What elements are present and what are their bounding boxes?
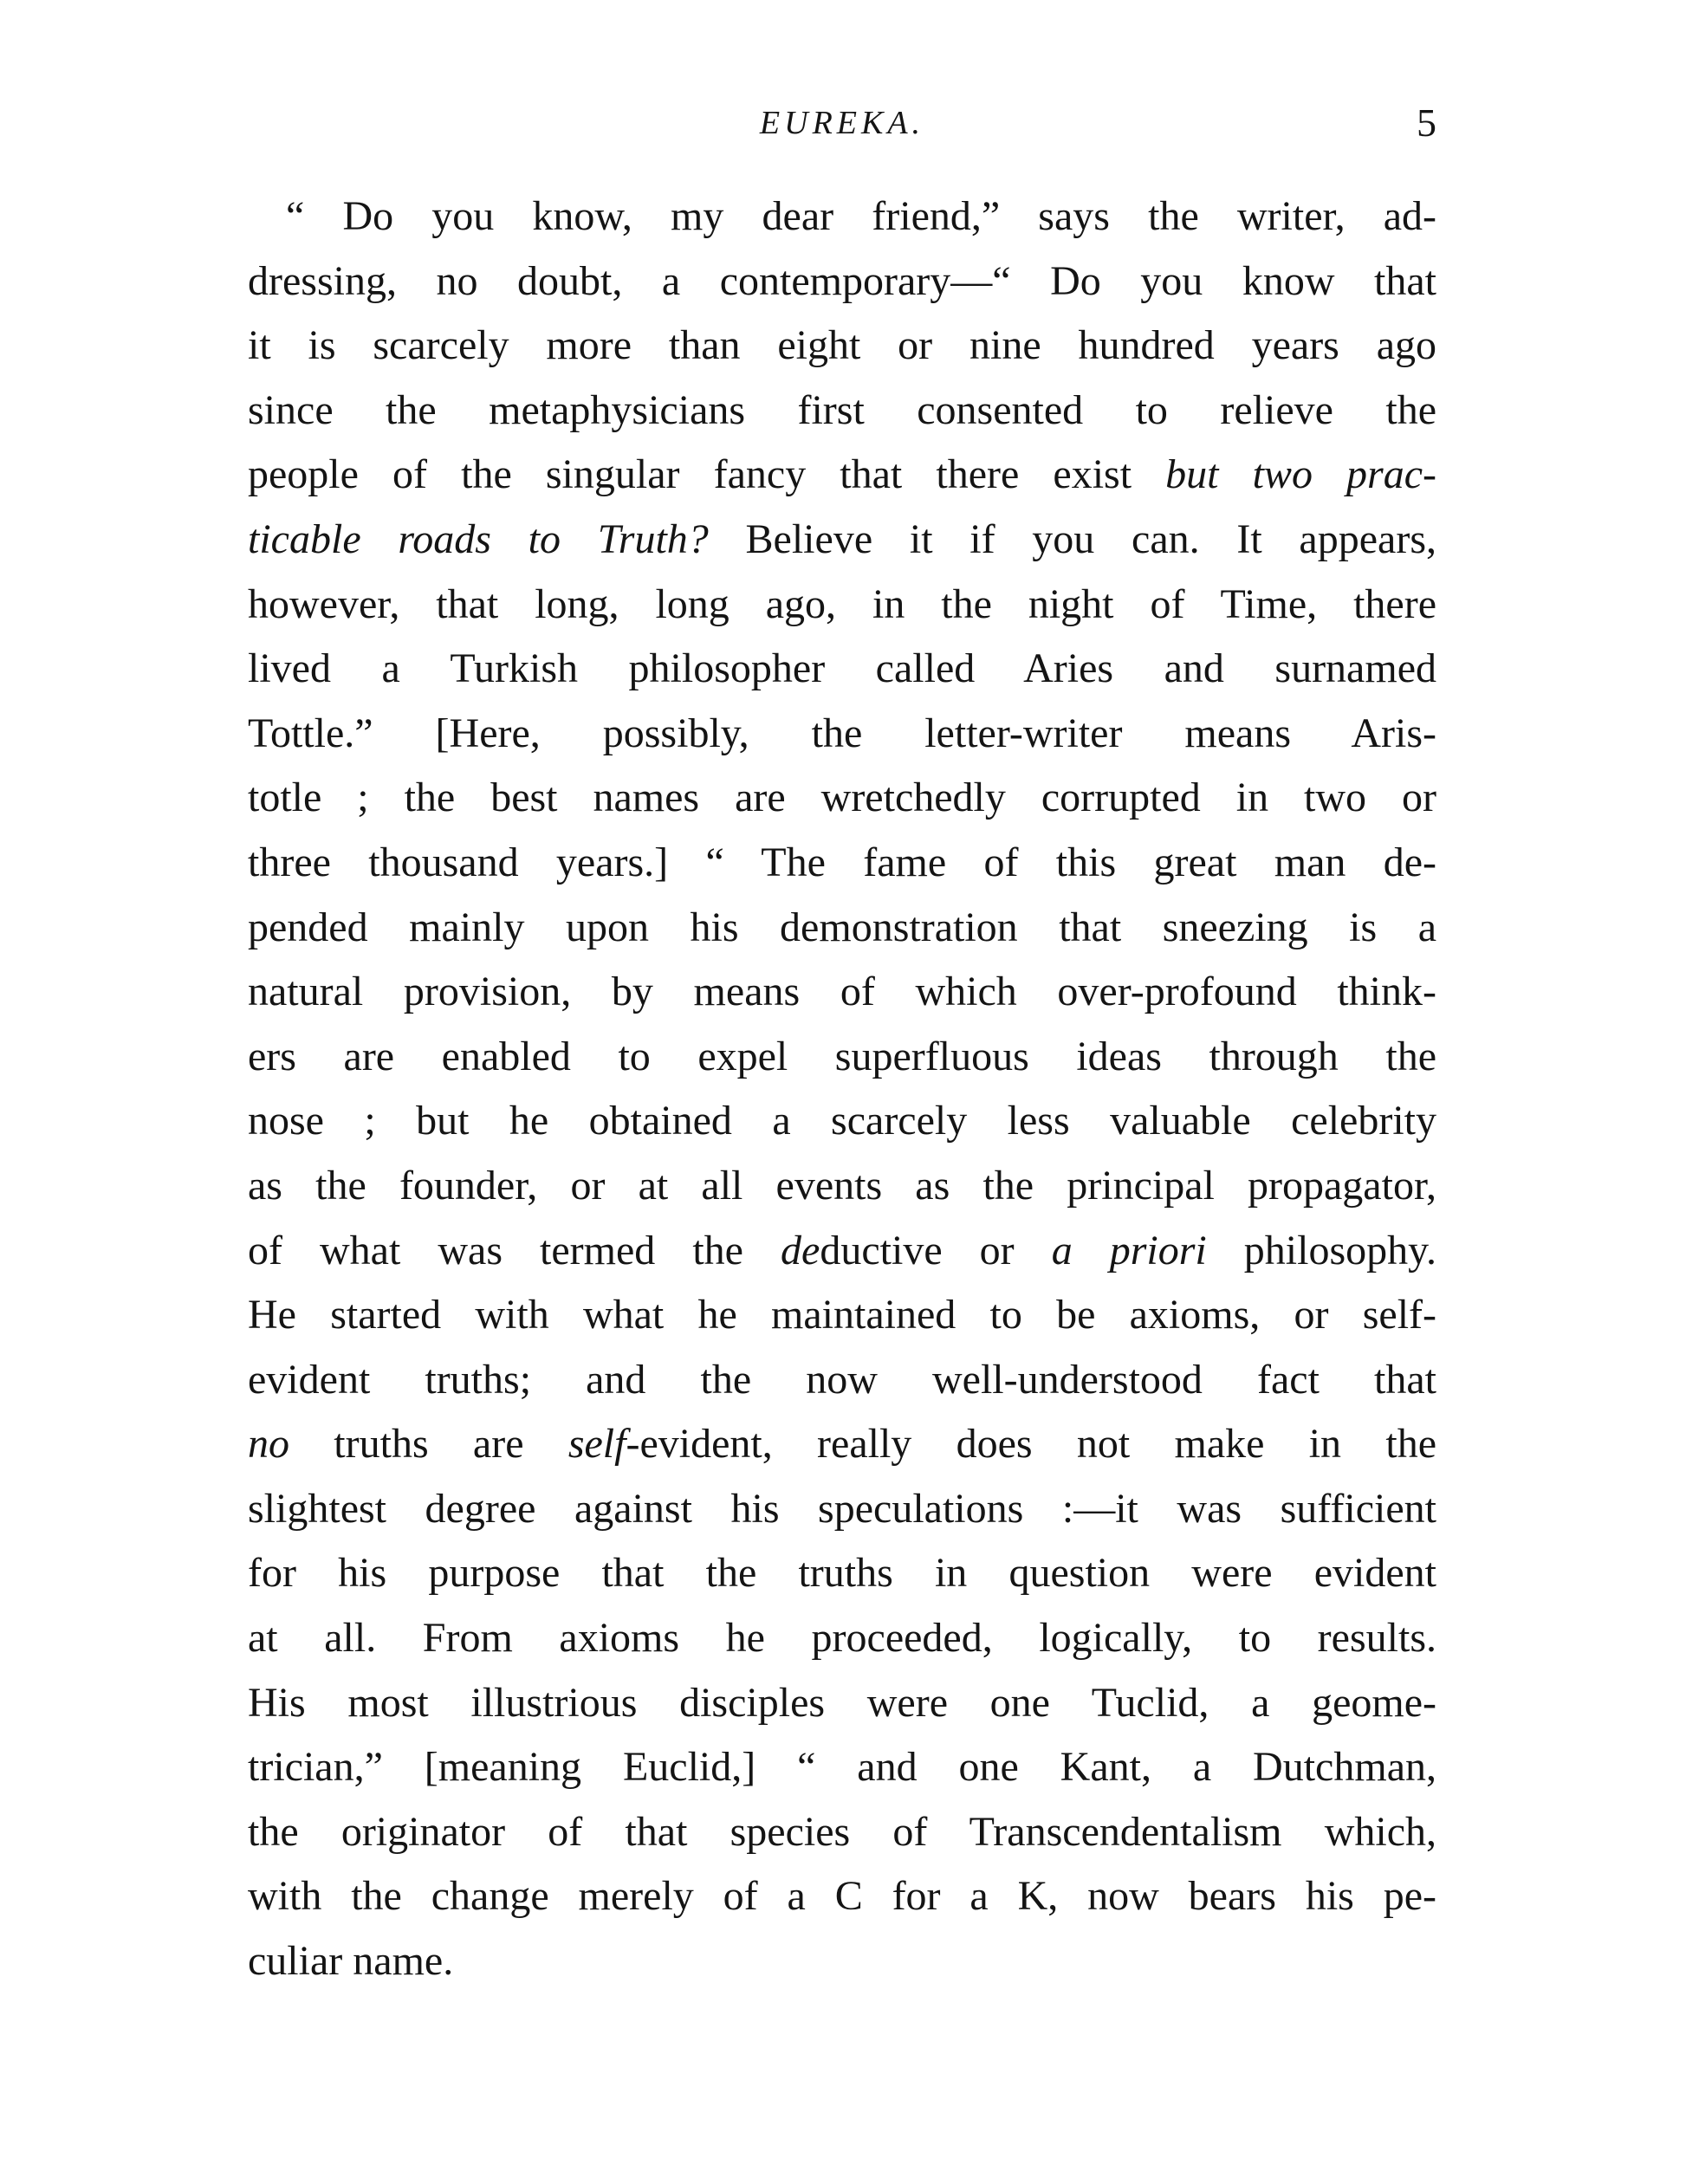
running-title: EUREKA. [759, 105, 925, 141]
text-run: culiar name. [248, 1938, 454, 1985]
text-line [248, 573, 1436, 638]
italic-run: de [781, 1227, 820, 1273]
text-line [248, 1412, 1436, 1477]
text-line [248, 1219, 1436, 1284]
text-line [248, 896, 1436, 961]
text-line [248, 1025, 1436, 1090]
text-run: people of the singular fancy that there exist [248, 451, 1166, 498]
italic-run: but two prac- [1165, 451, 1437, 498]
italic-run: no [248, 1421, 289, 1468]
text-run: natural provision, by means of which over-profound think- [248, 969, 1436, 1015]
text-line [248, 1671, 1436, 1736]
text-run: for his purpose that the truths in question were evident [248, 1550, 1436, 1597]
text-run: since the metaphysicians first consented to relieve the [248, 386, 1436, 433]
text-run: it is scarcely more than eight or nine hundred years ago [248, 322, 1436, 369]
text-run: truths are [289, 1421, 568, 1468]
text-line [248, 766, 1436, 831]
text-line [248, 1348, 1436, 1413]
text-line [248, 250, 1436, 314]
text-line [248, 1477, 1436, 1542]
text-run: totle ; the best names are wretchedly corrupted in two or [248, 774, 1436, 821]
italic-run: self [567, 1421, 626, 1468]
text-run: philosophy. [1206, 1227, 1437, 1273]
text-line [248, 831, 1436, 896]
text-line [248, 1154, 1436, 1219]
text-line [248, 314, 1436, 379]
text-line [248, 1735, 1436, 1800]
text-line [248, 637, 1436, 702]
text-line [248, 1864, 1436, 1929]
text-run: “ Do you know, my dear friend,” says the writer, ad- [286, 193, 1436, 239]
text-line [248, 1606, 1436, 1671]
text-run: trician,” [meaning Euclid,] “ and one Kant, a Dutchman, [248, 1744, 1436, 1791]
text-run: -evident, really does not make in the [626, 1421, 1436, 1468]
text-line [248, 1800, 1436, 1865]
text-run: three thousand years.] “ The fame of this great man de- [248, 839, 1436, 885]
text-run: ductive or [820, 1227, 1052, 1273]
text-run: lived a Turkish philosopher called Aries and surnamed [248, 645, 1436, 692]
text-run: Tottle.” [Here, possibly, the letter-writer means Aris- [248, 710, 1436, 756]
text-run: pended mainly upon his demonstration that sneezing is a [248, 904, 1436, 950]
text-line [248, 443, 1436, 508]
text-line [248, 1283, 1436, 1348]
text-run: slightest degree against his speculations :—it was sufficient [248, 1485, 1436, 1532]
text-run: Believe it if you can. It appears, [708, 515, 1437, 562]
text-run: at all. From axioms he proceeded, logically, to results. [248, 1615, 1436, 1662]
text-line [248, 960, 1436, 1025]
italic-run: ticable roads to Truth? [248, 515, 709, 562]
italic-run: a priori [1051, 1227, 1207, 1273]
text-line [248, 1929, 1436, 1994]
text-line [248, 1089, 1436, 1154]
text-run: with the change merely of a C for a K, now bears his pe- [248, 1873, 1436, 1920]
text-line [248, 185, 1436, 250]
text-run: dressing, no doubt, a contemporary—“ Do you know that [248, 257, 1436, 304]
text-line [248, 702, 1436, 767]
text-run: however, that long, long ago, in the night of Time, there [248, 580, 1436, 627]
text-run: of what was termed the [248, 1227, 781, 1273]
text-run: the originator of that species of Transcendentalism which, [248, 1808, 1436, 1855]
text-run: as the founder, or at all events as the principal propagator, [248, 1162, 1436, 1209]
text-run: evident truths; and the now well-understood fact that [248, 1356, 1436, 1403]
page-number: 5 [1417, 100, 1436, 145]
text-line [248, 1541, 1436, 1606]
text-run: ers are enabled to expel superfluous ideas through the [248, 1033, 1436, 1079]
text-line [248, 379, 1436, 444]
text-run: nose ; but he obtained a scarcely less valuable celebrity [248, 1098, 1436, 1144]
text-line [248, 508, 1436, 573]
text-run: He started with what he maintained to be axioms, or self- [248, 1292, 1436, 1338]
body-paragraph [248, 185, 1436, 1994]
text-run: His most illustrious disciples were one Tuclid, a geome- [248, 1679, 1436, 1726]
running-head [248, 97, 1436, 149]
